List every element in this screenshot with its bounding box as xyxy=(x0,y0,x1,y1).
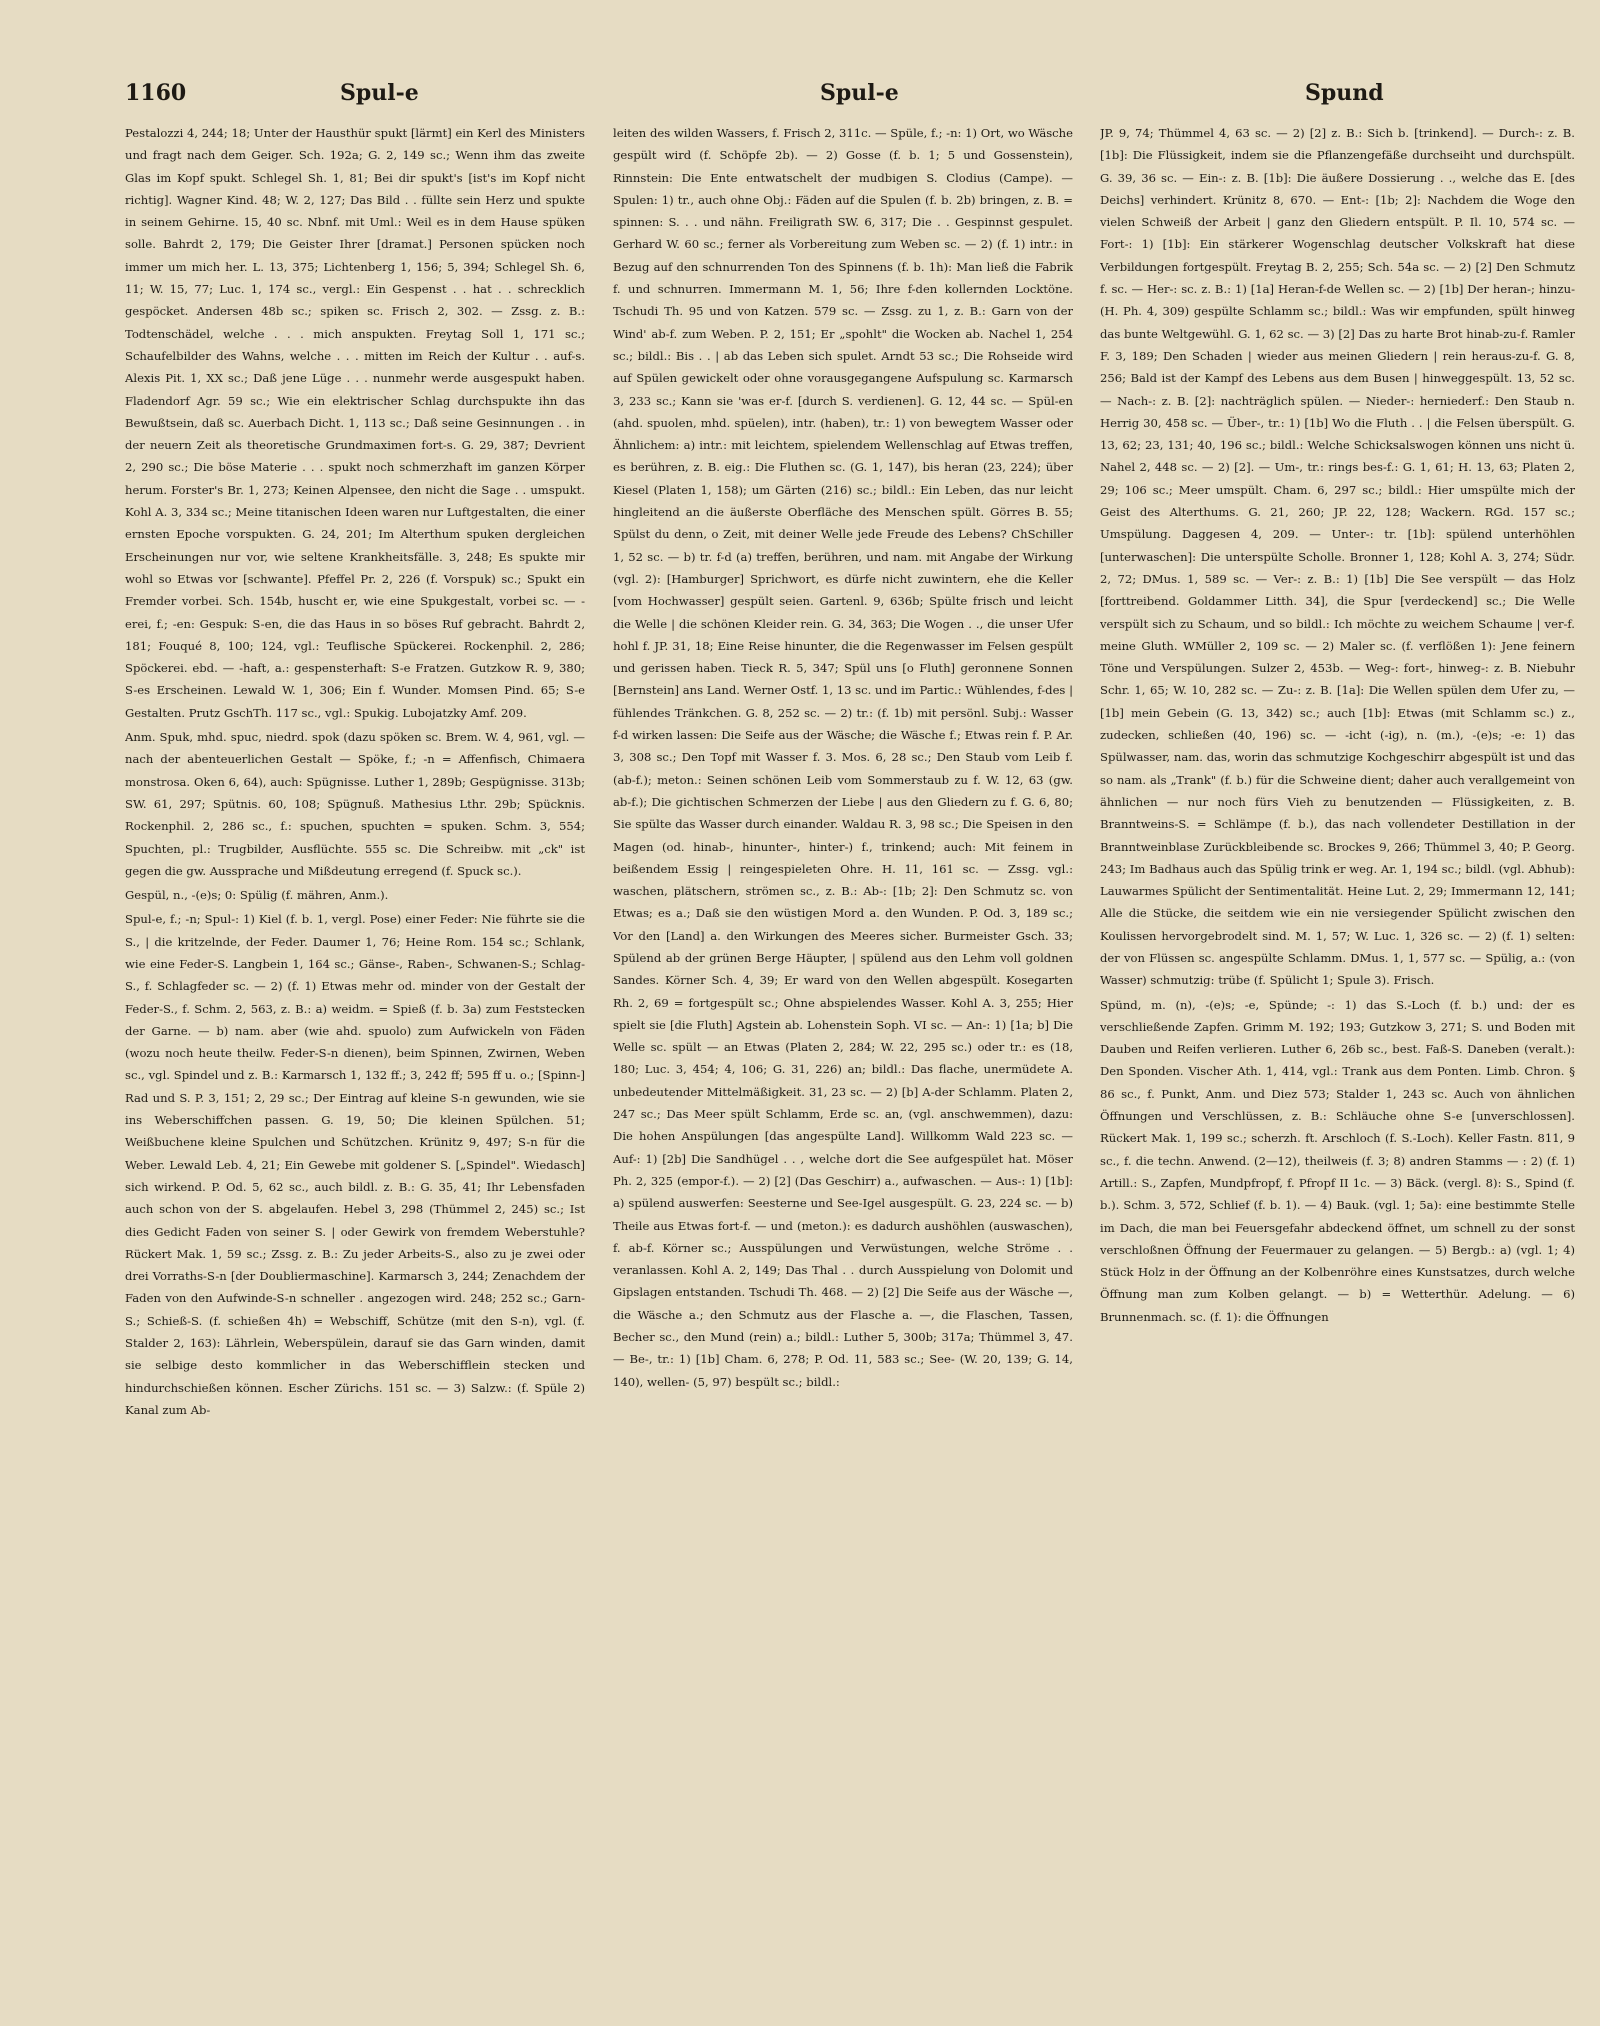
text-column-1 xyxy=(125,122,585,2007)
running-head-left: Spul-e xyxy=(340,80,419,106)
column-1-paragraph-4: Spul-e, f.; -n; Spul-: 1) Kiel (f. b. 1, vergl. Pose) einer Feder: Nie führte sie die S., | die kritzelnde, der Feder. Daumer 1, 76; Heine Rom. 154 sc.; Schlank, wie eine Feder-S. Langbein 1, 164 sc.; Gänse-, Raben-, Schwanen-S.; Schlag-S., f. Schlagfeder sc. — 2) (f. 1) Etwas mehr od. minder von der Gestalt der Feder-S., f. Schm. 2, 563, z. B.: a) weidm. = Spieß (f. b. 3a) zum Feststecken der Garne. — b) nam. aber (wie ahd. spuolo) zum Aufwickeln von Fäden (wozu noch heute theilw. Feder-S-n dienen), beim Spinnen, Zwirnen, Weben sc., vgl. Spindel und z. B.: Karmarsch 1, 132 ff.; 3, 242 ff; 595 ff u. o.; [Spinn-] Rad und S. P. 3, 151; 2, 29 sc.; Der Eintrag auf kleine S-n gewunden, wie sie ins Weberschiffchen passen. G. 19, 50; Die kleinen Spülchen. 51; Weißbuchene kleine Spulchen und Schützchen. Krünitz 9, 497; S-n für die Weber. Lewald Leb. 4, 21; Ein Gewebe mit goldener S. [„Spindel". Wiedasch] sich wirkend. P. Od. 5, 62 sc., auch bildl. z. B.: G. 35, 41; Ihr Lebensfaden auch schon von der S. abgelaufen. Hebel 3, 298 (Thümmel 2, 245) sc.; Ist dies Gedicht Faden von seiner S. | oder Gewirk von fremdem Weberstuhle? Rückert Mak. 1, 59 sc.; Zssg. z. B.: Zu jeder Arbeits-S., also zu je zwei oder drei Vorraths-S-n [der Doubliermaschine]. Karmarsch 3, 244; Zenachdem der Faden von den Aufwinde-S-n schneller . angezogen wird. 248; 252 sc.; Garn-S.; Schieß-S. (f. schießen 4h) = Webschiff, Schütze (mit den S-n), vgl. (f. Stalder 2, 163): Lährlein, Weberspülein, darauf sie das Garn winden, damit sie selbige desto kommlicher in das Weberschifflein stecken und hindurchschießen können. Escher Zürichs. 151 sc. — 3) Salzw.: (f. Spüle 2) Kanal zum Ab- xyxy=(125,912,585,1417)
page-header xyxy=(125,80,1575,110)
column-3-paragraph-1: JP. 9, 74; Thümmel 4, 63 sc. — 2) [2] z. B.: Sich b. [trinkend]. — Durch-: z. B. [1b]: Die Flüssigkeit, indem sie die Pflanzengefäße durchseiht und durchspült. G. 39, 36 sc. — Ein-: z. B. [1b]: Die äußere Dossierung . ., welche das E. [des Deichs] verhindert. Krünitz 8, 670. — Ent-: [1b; 2]: Nachdem die Woge den vielen Schweiß der Arbeit | ganz den Gliedern entspült. P. Il. 10, 574 sc. — Fort-: 1) [1b]: Ein stärkerer Wogenschlag deutscher Volkskraft hat diese Verbildungen fortgespült. Freytag B. 2, 255; Sch. 54a sc. — 2) [2] Den Schmutz f. sc. — Her-: sc. z. B.: 1) [1a] Heran-f-de Wellen sc. — 2) [1b] Der heran-; hinzu- (H. Ph. 4, 309) gespülte Schlamm sc.; bildl.: Was wir empfunden, spült hinweg das bunte Weltgewühl. G. 1, 62 sc. — 3) [2] Das zu harte Brot hinab-zu-f. Ramler F. 3, 189; Den Schaden | wieder aus meinen Gliedern | rein heraus-zu-f. G. 8, 256; Bald ist der Kampf des Lebens aus dem Busen | hinweggespült. 13, 52 sc. — Nach-: z. B. [2]: nachträglich spülen. — Nieder-: herniederf.: Den Staub n. Herrig 30, 458 sc. — Über-, tr.: 1) [1b] Wo die Fluth . . | die Felsen überspült. G. 13, 62; 23, 131; 40, 196 sc.; bildl.: Welche Schicksalswogen können uns nicht ü. Nahel 2, 448 sc. — 2) [2]. — Um-, tr.: rings bes-f.: G. 1, 61; H. 13, 63; Platen 2, 29; 106 sc.; Meer umspült. Cham. 6, 297 sc.; bildl.: Hier umspülte mich der Geist des Alterthums. G. 21, 260; JP. 22, 128; Wackern. RGd. 157 sc.; Umspülung. Daggesen 4, 209. — Unter-: tr. [1b]: spülend unterhöhlen [unterwaschen]: Die unterspülte Scholle. Bronner 1, 128; Kohl A. 3, 274; Südr. 2, 72; DMus. 1, 589 sc. — Ver-: z. B.: 1) [1b] Die See verspült — das Holz [forttreibend. Goldammer Litth. 34], die Spur [verdeckend] sc.; Die Welle verspült sich zu Schaum, und so bildl.: Ich möchte zu weichem Schaume | ver-f. meine Gluth. WMüller 2, 109 sc. — 2) Maler sc. (f. verflößen 1): Jene feinern Töne und Verspülungen. Sulzer 2, 453b. — Weg-: fort-, hinweg-: z. B. Niebuhr Schr. 1, 65; W. 10, 282 sc. — Zu-: z. B. [1a]: Die Wellen spülen dem Ufer zu, — [1b] mein Gebein (G. 13, 342) sc.; auch [1b]: Etwas (mit Schlamm sc.) z., zudecken, schließen (40, 196) sc. — -icht (-ig), n. (m.), -(e)s; -e: 1) das Spülwasser, nam. das, worin das schmutzige Kochgeschirr abgespült ist und das so nam. als „Trank" (f. b.) für die Schweine dient; daher auch verallgemeint von ähnlichen — nur noch fürs Vieh zu benutzenden — Flüssigkeiten, z. B. Branntweins-S. = Schlämpe (f. b.), das nach vollendeter Destillation in der Branntweinblase Zurückbleibende sc. Brockes 9, 266; Thümmel 3, 40; P. Georg. 243; Im Badhaus auch das Spülig trink er weg. Ar. 1, 194 sc.; bildl. (vgl. Abhub): Lauwarmes Spülicht der Sentimentalität. Heine Lut. 2, 29; Immermann 12, 141; Alle die Stücke, die seitdem wie ein nie versiegender Spülicht zwischen den Koulissen hervorgebrodelt sind. M. 1, 57; W. Luc. 1, 326 sc. — 2) (f. 1) selten: der von Flüssen sc. angespülte Schlamm. DMus. 1, 1, 577 sc. — Spülig, a.: (von Wasser) schmutzig: trübe (f. Spülicht 1; Spule 3). Frisch. xyxy=(1100,126,1575,988)
page-number: 1160 xyxy=(125,80,187,106)
column-3-paragraph-2: Spünd, m. (n), -(e)s; -e, Spünde; -: 1) das S.-Loch (f. b.) und: der es verschließende Zapfen. Grimm M. 192; 193; Gutzkow 3, 271; S. und Boden mit Dauben und Reifen verlieren. Luther 6, 26b sc., best. Faß-S. Daneben (veralt.): Den Sponden. Vischer Ath. 1, 414, vgl.: Trank aus dem Ponten. Limb. Chron. § 86 sc., f. Punkt, Anm. und Diez 573; Stalder 1, 243 sc. Auch von ähnlichen Öffnungen und Verschlüssen, z. B.: Schläuche ohne S-e [unverschlossen]. Rückert Mak. 1, 199 sc.; scherzh. ft. Arschloch (f. S.-Loch). Keller Fastn. 811, 9 sc., f. die techn. Anwend. (2—12), theilweis (f. 3; 8) andren Stamms — : 2) (f. 1) Artill.: S., Zapfen, Mundpfropf, f. Pfropf II 1c. — 3) Bäck. (vergl. 8): S., Spind (f. b.). Schm. 3, 572, Schlief (f. b. 1). — 4) Bauk. (vgl. 1; 5a): eine bestimmte Stelle im Dach, die man bei Feuersgefahr abdeckend öffnet, um schnell zu der sonst verschloßnen Öffnung der Feuermauer zu gelangen. — 5) Bergb.: a) (vgl. 1; 4) Stück Holz in der Öffnung an der Kolbenröhre eines Kunstsatzes, durch welche Öffnung man zum Kolben gelangt. — b) = Wetterthür. Adelung. — 6) Brunnenmach. sc. (f. 1): die Öffnungen xyxy=(1100,997,1575,1324)
column-2-paragraph-1: leiten des wilden Wassers, f. Frisch 2, 311c. — Spüle, f.; -n: 1) Ort, wo Wäsche gespült wird (f. Schöpfe 2b). — 2) Gosse (f. b. 1; 5 und Gossenstein), Rinnstein: Die Ente entwatschelt der mudbigen S. Clodius (Campe). — Spulen: 1) tr., auch ohne Obj.: Fäden auf die Spulen (f. b. 2b) bringen, z. B. = spinnen: S. . . und nähn. Freiligrath SW. 6, 317; Die . . Gespinnst gespulet. Gerhard W. 60 sc.; ferner als Vorbereitung zum Weben sc. — 2) (f. 1) intr.: in Bezug auf den schnurrenden Ton des Spinnens (f. b. 1h): Man ließ die Fabrik f. und schnurren. Immermann M. 1, 56; Ihre f-den kollernden Locktöne. Tschudi Th. 95 und von Katzen. 579 sc. — Zssg. zu 1, z. B.: Garn von der Wind' ab-f. zum Weben. P. 2, 151; Er „spohlt" die Wocken ab. Nachel 1, 254 sc.; bildl.: Bis . . | ab das Leben sich spulet. Arndt 53 sc.; Die Rohseide wird auf Spülen gewickelt oder ohne vorausgegangene Aufspulung sc. Karmarsch 3, 233 sc.; Kann sie 'was er-f. [durch S. verdienen]. G. 12, 44 sc. — Spül-en (ahd. spuolen, mhd. spüelen), intr. (haben), tr.: 1) von bewegtem Wasser oder Ähnlichem: a) intr.: mit leichtem, spielendem Wellenschlag auf Etwas treffen, es berühren, z. B. eig.: Die Fluthen sc. (G. 1, 147), bis heran (23, 224); über Kiesel (Platen 1, 158); um Gärten (216) sc.; bildl.: Ein Leben, das nur leicht hingleitend an die äußerste Oberfläche des Menschen spült. Görres B. 55; Spülst du denn, o Zeit, mit deiner Welle jede Freude des Lebens? ChSchiller 1, 52 sc. — b) tr. f-d (a) treffen, berühren, und nam. mit Angabe der Wirkung (vgl. 2): [Hamburger] Sprichwort, es dürfe nicht zuwintern, ehe die Keller [vom Hochwasser] gespült seien. Gartenl. 9, 636b; Spülte frisch und leicht die Welle | die schönen Kleider rein. G. 34, 363; Die Wogen . ., die unser Ufer hohl f. JP. 31, 18; Eine Reise hinunter, die die Regenwasser im Felsen gespült und gerissen haben. Tieck R. 5, 347; Spül uns [o Fluth] geronnene Sonnen [Bernstein] ans Land. Werner Ostf. 1, 13 sc. und im Partic.: Wühlendes, f-des | fühlendes Tränkchen. G. 8, 252 sc. — 2) tr.: (f. 1b) mit persönl. Subj.: Wasser f-d wirken lassen: Die Seife aus der Wäsche; die Wäsche f.; Etwas rein f. P. Ar. 3, 308 sc.; Den Topf mit Wasser f. 3. Mos. 6, 28 sc.; Den Staub vom Leib f. (ab-f.); meton.: Seinen schönen Leib vom Sommerstaub zu f. W. 12, 63 (gw. ab-f.); Die gichtischen Schmerzen der Liebe | aus den Gliedern zu f. G. 6, 80; Sie spülte das Wasser durch einander. Waldau R. 3, 98 sc.; Die Speisen in den Magen (od. hinab-, hinunter-, hinter-) f., trinkend; auch: Mit feinem in beißendem Essig | reingespieleten Ohre. H. 11, 161 sc. — Zssg. vgl.: waschen, plätschern, strömen sc., z. B.: Ab-: [1b; 2]: Den Schmutz sc. von Etwas; es a.; Daß sie den wüstigen Mord a. den Wunden. P. Od. 3, 189 sc.; Vor den [Land] a. den Wirkungen des Meeres sicher. Burmeister Gsch. 33; Spülend ab der grünen Berge Häupter, | spülend aus den Lehm voll goldnen Sandes. Körner Sch. 4, 39; Er ward von den Wellen abgespült. Kosegarten Rh. 2, 69 = fortgespült sc.; Ohne abspielendes Wasser. Kohl A. 3, 255; Hier spielt sie [die Fluth] Agstein ab. Lohenstein Soph. VI sc. — An-: 1) [1a; b] Die Welle sc. spült — an Etwas (Platen 2, 284; W. 22, 295 sc.) oder tr.: es (18, 180; Luc. 3, 454; 4, 106; G. 31, 226) an; bildl.: Das flache, unermüdete A. unbedeutender Mittelmäßigkeit. 31, 23 sc. — 2) [b] A-der Schlamm. Platen 2, 247 sc.; Das Meer spült Schlamm, Erde sc. an, (vgl. anschwemmen), dazu: Die hohen Anspülungen [das angespülte Land]. Willkomm Wald 223 sc. — Auf-: 1) [2b] Die Sandhügel . . , welche dort die See aufgespület hat. Möser Ph. 2, 325 (empor-f.). — 2) [2] (Das Geschirr) a., aufwaschen. — Aus-: 1) [1b]: a) spülend auswerfen: Seesterne und See-Igel ausgespült. G. 23, 224 sc. — b) Theile aus Etwas fort-f. — und (meton.): es dadurch aushöhlen (auswaschen), f. ab-f. Körner sc.; Ausspülungen und Verwüstungen, welche Ströme . . veranlassen. Kohl A. 2, 149; Das Thal . . durch Ausspielung von Dolomit und Gipslagen entstanden. Tschudi Th. 468. — 2) [2] Die Seife aus der Wäsche —, die Wäsche a.; den Schmutz aus der Flasche a. —, die Flaschen, Tassen, Becher sc., den Mund (rein) a.; bildl.: Luther 5, 300b; 317a; Thümmel 3, 47. — Be-, tr.: 1) [1b] Cham. 6, 278; P. Od. 11, 583 sc.; See- (W. 20, 139; G. 14, 140), wellen- (5, 97) bespült sc.; bildl.: xyxy=(613,126,1073,1389)
running-head-center: Spul-e xyxy=(820,80,899,106)
column-1-paragraph-2: Anm. Spuk, mhd. spuc, niedrd. spok (dazu spöken sc. Brem. W. 4, 961, vgl. — nach der abenteuerlichen Gestalt — Spöke, f.; -n = Affenfisch, Chimaera monstrosa. Oken 6, 64), auch: Spügnisse. Luther 1, 289b; Gespügnisse. 313b; SW. 61, 297; Spütnis. 60, 108; Spügnuß. Mathesius Lthr. 29b; Spücknis. Rockenphil. 2, 286 sc., f.: spuchen, spuchten = spuken. Schm. 3, 554; Spuchten, pl.: Trugbilder, Ausflüchte. 555 sc. Die Schreibw. mit „ck" ist gegen die gw. Aussprache und Mißdeutung erregend (f. Spuck sc.). xyxy=(125,730,585,878)
text-column-2 xyxy=(613,122,1073,2007)
column-1-paragraph-3: Gespül, n., -(e)s; 0: Spülig (f. mähren, Anm.). xyxy=(125,888,389,903)
column-1-paragraph-1: Pestalozzi 4, 244; 18; Unter der Hausthür spukt [lärmt] ein Kerl des Ministers und fragt nach dem Geiger. Sch. 192a; G. 2, 149 sc.; Wenn ihm das zweite Glas im Kopf spukt. Schlegel Sh. 1, 81; Bei dir spukt's [ist's im Kopf nicht richtig]. Wagner Kind. 48; W. 2, 127; Das Bild . . füllte sein Herz und spukte in seinem Gehirne. 15, 40 sc. Nbnf. mit Uml.: Weil es in dem Hause spüken solle. Bahrdt 2, 179; Die Geister Ihrer [dramat.] Personen spücken noch immer um mich her. L. 13, 375; Lichtenberg 1, 156; 5, 394; Schlegel Sh. 6, 11; W. 15, 77; Luc. 1, 174 sc., vergl.: Ein Gespenst . . hat . . schrecklich gespöcket. Andersen 48b sc.; spiken sc. Frisch 2, 302. — Zssg. z. B.: Todtenschädel, welche . . . mich anspukten. Freytag Soll 1, 171 sc.; Schaufelbilder des Wahns, welche . . . mitten im Reich der Kultur . . auf-s. Alexis Pit. 1, XX sc.; Daß jene Lüge . . . nunmehr werde ausgespukt haben. Fladendorf Agr. 59 sc.; Wie ein elektrischer Schlag durchspukte ihn das Bewußtsein, daß sc. Auerbach Dicht. 1, 113 sc.; Daß seine Gesinnungen . . in der neuern Zeit als theoretische Grundmaximen fort-s. G. 29, 387; Devrient 2, 290 sc.; Die böse Materie . . . spukt noch schmerzhaft im ganzen Körper herum. Forster's Br. 1, 273; Keinen Alpensee, den nicht die Sage . . umspukt. Kohl A. 3, 334 sc.; Meine titanischen Ideen waren nur Luftgestalten, die einer ernsten Epoche vorspukten. G. 24, 201; Im Alterthum spuken dergleichen Erscheinungen nur vor, wie seltene Krankheitsfälle. 3, 248; Es spukte mir wohl so Etwas vor [schwante]. Pfeffel Pr. 2, 226 (f. Vorspuk) sc.; Spukt ein Fremder vorbei. Sch. 154b, huscht er, wie eine Spukgestalt, vorbei sc. — -erei, f.; -en: Gespuk: S-en, die das Haus in so böses Ruf gebracht. Bahrdt 2, 181; Fouqué 8, 100; 124, vgl.: Teuflische Spückerei. Rockenphil. 2, 286; Spöckerei. ebd. — -haft, a.: gespensterhaft: S-e Fratzen. Gutzkow R. 9, 380; S-es Erscheinen. Lewald W. 1, 306; Ein f. Wunder. Momsen Pind. 65; S-e Gestalten. Prutz GschTh. 117 sc., vgl.: Spukig. Lubojatzky Amf. 209. xyxy=(125,126,585,720)
text-column-3 xyxy=(1100,122,1575,2007)
running-head-right: Spund xyxy=(1305,80,1384,106)
